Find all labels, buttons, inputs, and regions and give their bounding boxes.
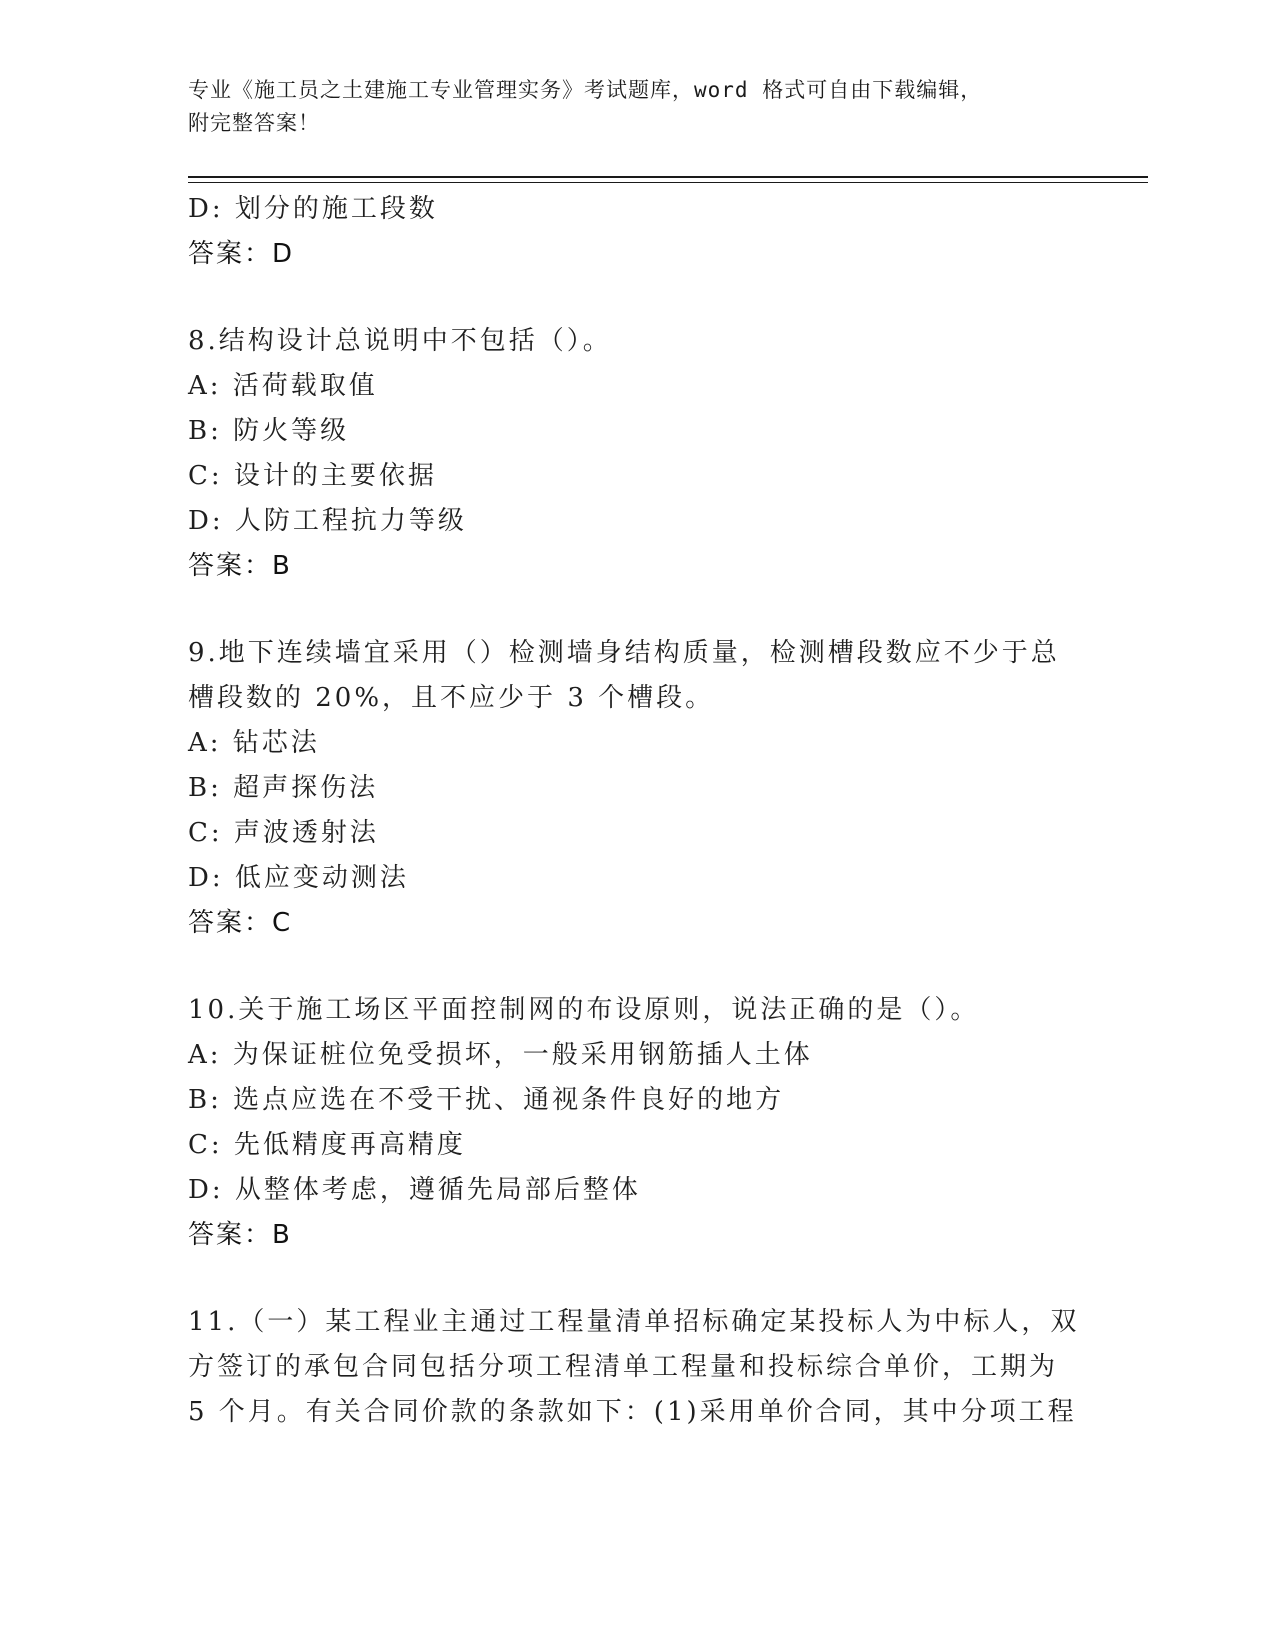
question-10-option-a: A: 为保证桩位免受损坏，一般采用钢筋插人土体 (188, 1040, 813, 1070)
question-10-option-c: C: 先低精度再高精度 (188, 1130, 466, 1160)
question-8-option-b: B: 防火等级 (188, 416, 350, 446)
header-line-1: 专业《施工员之土建施工专业管理实务》考试题库，word 格式可自由下载编辑， (188, 78, 983, 102)
question-11-text-line-1: 11.（一）某工程业主通过工程量清单招标确定某投标人为中标人，双 (188, 1307, 1080, 1337)
question-9-text-line-2: 槽段数的 20%，且不应少于 3 个槽段。 (188, 683, 715, 713)
question-7-option-d: D: 划分的施工段数 (188, 194, 438, 224)
question-10 (188, 988, 1088, 1258)
question-8-option-c: C: 设计的主要依据 (188, 461, 437, 491)
question-9-option-b: B: 超声探伤法 (188, 773, 379, 803)
header-line-2: 附完整答案！ (188, 111, 320, 135)
question-9 (188, 631, 1088, 946)
question-9-option-d: D: 低应变动测法 (188, 863, 409, 893)
spacer (188, 1258, 1088, 1300)
question-10-option-d: D: 从整体考虑，遵循先局部后整体 (188, 1175, 641, 1205)
spacer (188, 589, 1088, 631)
question-8 (188, 319, 1088, 589)
question-9-answer: 答案：C (188, 908, 293, 938)
question-8-option-a: A: 活荷载取值 (188, 371, 378, 401)
question-11-text-line-3: 5 个月。有关合同价款的条款如下：(1)采用单价合同，其中分项工程 (188, 1397, 1077, 1427)
spacer (188, 277, 1088, 319)
question-10-text: 10.关于施工场区平面控制网的布设原则，说法正确的是（）。 (188, 995, 980, 1025)
question-9-option-c: C: 声波透射法 (188, 818, 379, 848)
header-divider-thick (188, 176, 1148, 178)
question-10-answer: 答案：B (188, 1220, 292, 1250)
header-divider-thin (188, 182, 1148, 183)
question-7-tail (188, 187, 1088, 277)
question-8-answer: 答案：B (188, 551, 292, 581)
question-10-option-b: B: 选点应选在不受干扰、通视条件良好的地方 (188, 1085, 785, 1115)
question-8-option-d: D: 人防工程抗力等级 (188, 506, 467, 536)
document-header (188, 74, 1068, 140)
question-9-text-line-1: 9.地下连续墙宜采用（）检测墙身结构质量，检测槽段数应不少于总 (188, 638, 1060, 668)
question-11 (188, 1300, 1088, 1435)
question-11-text-line-2: 方签订的承包合同包括分项工程清单工程量和投标综合单价，工期为 (188, 1352, 1059, 1382)
spacer (188, 946, 1088, 988)
question-9-option-a: A: 钻芯法 (188, 728, 320, 758)
question-7-answer: 答案：D (188, 239, 295, 269)
question-8-text: 8.结构设计总说明中不包括（）。 (188, 326, 612, 356)
question-list (188, 187, 1088, 1435)
